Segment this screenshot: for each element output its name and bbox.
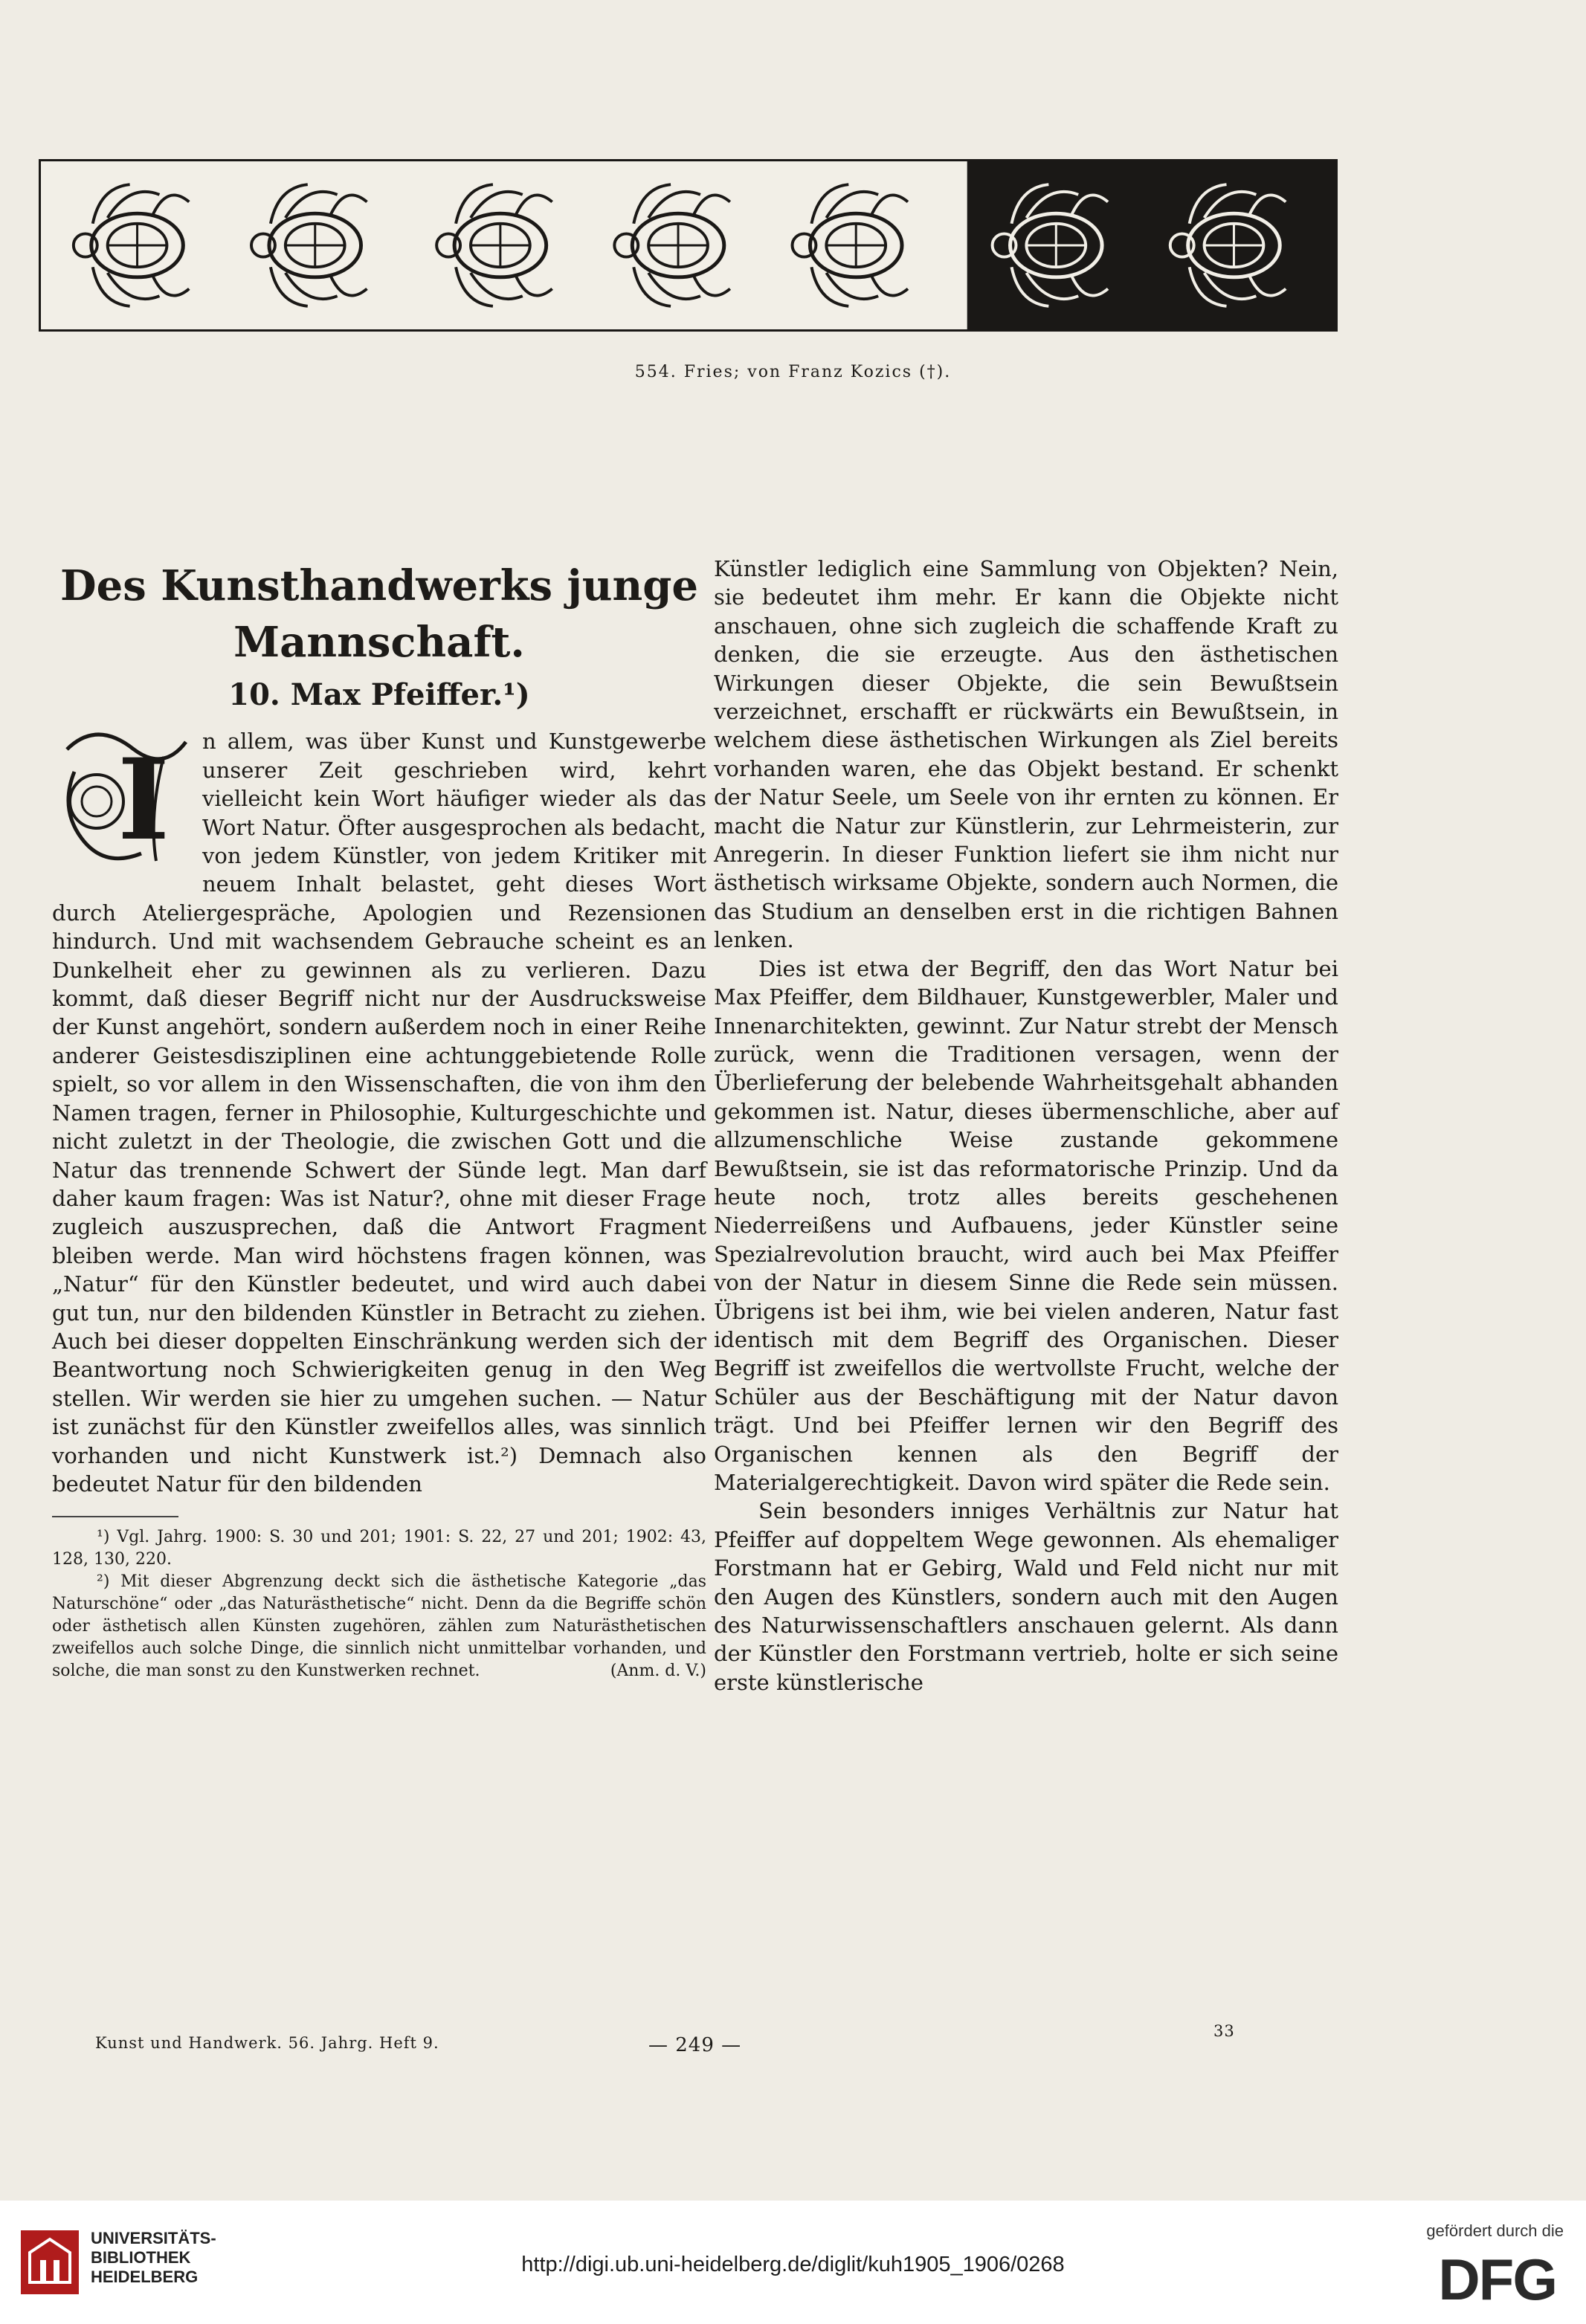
left-column (52, 558, 706, 1682)
initial-letter: I (117, 735, 170, 866)
right-column (714, 555, 1338, 1697)
footnote-2-note: (Anm. d. V.) (610, 1662, 706, 1681)
library-name-line-1: UNIVERSITÄTS- (91, 2229, 216, 2247)
decorated-initial (52, 727, 193, 873)
right-paragraph-2: Dies ist etwa der Begriff, den das Wort Natur bei Max Pfeiffer, dem Bildhauer, Kunstgewerbler, Maler und Innenarchitekten, gewinnt. Zur Natur strebt der Mensch zurück, wenn die Traditionen versagen, wenn der Überlieferung der belebende Wahrheitsgehalt abhanden gekommen ist. Natur, dieses übermenschliche, aber auf allzumenschliche Weise zustande gekommene Bewußtsein, sie ist das reformatorische Prinzip. Und da heute noch, trotz alles bereits geschehenen Niederreißens und Aufbauens, jeder Künstler seine Spezialrevolution braucht, wird auch bei Max Pfeiffer von der Natur in diesem Sinne die Rede sein müssen. Übrigens ist bei ihm, wie bei vielen anderen, Natur fast identisch mit dem Begriff des Organischen. Dieser Begriff ist zweifellos die wertvollste Frucht, welche der Schüler aus der Beschäftigung mit der Natur davon trägt. Und bei Pfeiffer lernen wir den Begriff des Organischen kennen als den Begriff der Materialgerechtigkeit. Davon wird später die Rede sein. (714, 955, 1338, 1495)
library-name-line-3: HEIDELBERG (91, 2267, 199, 2286)
page-url-link[interactable]: http://digi.ub.uni-heidelberg.de/diglit/kuh1905_1906/0268 (521, 2253, 1065, 2276)
footnotes (52, 1526, 706, 1682)
frieze-graphic (41, 161, 1335, 329)
footnote-rule (52, 1516, 178, 1517)
figure-caption: 554. Fries; von Franz Kozics (†). (634, 363, 952, 381)
sheet-signature: 33 (1213, 2022, 1235, 2040)
right-paragraph-3: Sein besonders inniges Verhältnis zur Natur hat Pfeiffer auf doppeltem Wege gewonnen. Als ehemaliger Forstmann hat er Gebirg, Wald und Feld nicht nur mit den Augen des Künstlers, sondern auch mit den Augen des Naturwissenschaftlers anschauen gelernt. Als dann der Künstler den Forstmann vertrieb, holte er sich seine erste künstlerische (714, 1498, 1338, 1695)
footnote-2 (52, 1571, 706, 1682)
beetle-frieze-illustration (39, 159, 1338, 332)
funded-by-label: gefördert durch die (1426, 2221, 1564, 2240)
article-title: Des Kunsthandwerks junge Mannschaft. (60, 561, 698, 667)
library-name-line-2: BIBLIOTHEK (91, 2248, 191, 2267)
article-subtitle: 10. Max Pfeiffer.¹) (228, 677, 530, 712)
right-paragraph-1: Künstler lediglich eine Sammlung von Objekten? Nein, sie bedeutet ihm mehr. Er kann die Objekte nicht anschauen, ohne sich zugleich die schaffende Kraft zu denken, die sie erzeugte. Aus den ästhetischen Wirkungen dieser Objekte, die sein Bewußtsein verzeichnet, erschafft er rückwärts ein Bewußtsein, in welchem diese ästhetischen Wirkungen als Ziel bereits vorhanden waren, ehe das Objekt bestand. Er schenkt der Natur Seele, um Seele von ihr ernten zu können. Er macht die Natur zur Künstlerin, zur Lehrmeisterin, zur Anregerin. In dieser Funktion liefert sie ihm nicht nur ästhetisch wirksame Objekte, sondern auch Normen, die das Studium an denselben erst in die richtigen Bahnen lenken. (714, 556, 1338, 953)
left-paragraph-1: n allem, was über Kunst und Kunstgewerbe unserer Zeit geschrieben wird, kehrt vielleicht kein Wort häufiger wieder als das Wort Natur. Öfter ausgesprochen als bedacht, von jedem Künstler, von jedem Kritiker mit neuem Inhalt belastet, geht dieses Wort durch Ateliergespräche, Apologien und Rezensionen hindurch. Und mit wachsendem Gebrauche scheint es an Dunkelheit eher zu gewinnen als zu verlieren. Dazu kommt, daß dieser Begriff nicht nur der Ausdrucksweise der Kunst angehört, sondern außerdem noch in einer Reihe anderer Geistesdisziplinen eine achtunggebietende Rolle spielt, so vor allem in den Wissenschaften, die von ihm den Namen tragen, ferner in Philosophie, Kulturgeschichte und nicht zuletzt in der Theologie, die zwischen Gott und die Natur das trennende Schwert der Sünde legt. Man darf daher kaum fragen: Was ist Natur?, ohne mit dieser Frage zugleich auszusprechen, daß die Antwort Fragment bleiben werde. Man wird höchstens fragen können, was „Natur“ für den Künstler bedeutet, und wird auch dabei gut tun, nur den bildenden Künstler in Betracht zu ziehen. Auch bei dieser doppelten Einschränkung werden sich der Beantwortung noch Schwierigkeiten genug in den Weg stellen. Wir werden sie hier zu umgehen suchen. — Natur ist zunächst für den Künstler zweifellos alles, was sinnlich vorhanden und nicht Kunstwerk ist.²) Demnach also bedeutet Natur für den bildenden (52, 729, 706, 1497)
ornament-initial-graphic (52, 727, 193, 873)
dfg-logo: DFG (1438, 2247, 1556, 2312)
journal-line: Kunst und Handwerk. 56. Jahrg. Heft 9. (95, 2034, 439, 2052)
page-number: — 249 — (648, 2034, 742, 2056)
footnote-2-text: ²) Mit dieser Abgrenzung deckt sich die ästhetische Kategorie „das Naturschöne“ oder „das Naturästhetische“ nicht. Denn da die Begriffe schön oder ästhetisch allen Künsten zugehören, zählen zum Naturästhetischen zweifellos auch solche Dinge, die sinnlich nicht unmittelbar vorhanden, und solche, die man sonst zu den Kunstwerken rechnet. (52, 1572, 706, 1681)
footnote-1: ¹) Vgl. Jahrg. 1900: S. 30 und 201; 1901: S. 22, 27 und 201; 1902: 43, 128, 130, 220. (52, 1528, 706, 1569)
digitization-banner (0, 2201, 1586, 2324)
